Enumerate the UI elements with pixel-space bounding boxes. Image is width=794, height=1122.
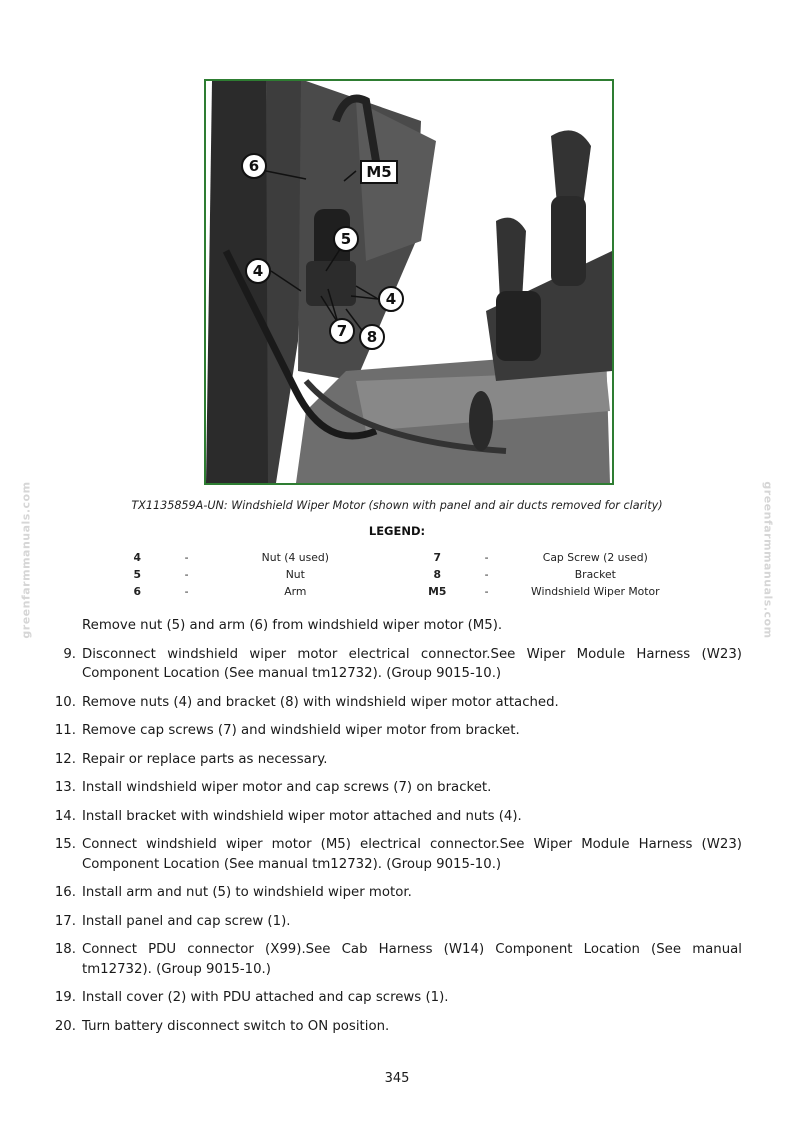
step-text: Connect windshield wiper motor (M5) electrical connector.See Wiper Module Harness (W23) Component Location (See manual tm12732). (Group 9015-10.)	[82, 837, 742, 872]
legend-dash: -	[484, 568, 489, 581]
legend-description: Arm	[284, 585, 307, 598]
step-text: Install panel and cap screw (1).	[82, 913, 291, 929]
svg-text:4: 4	[252, 262, 264, 280]
step-text: Connect PDU connector (X99).See Cab Harness (W14) Component Location (See manual tm12732). (Group 9015-10.)	[82, 942, 742, 977]
step-text: Install cover (2) with PDU attached and cap screws (1).	[82, 990, 449, 1005]
legend-dash: -	[484, 551, 489, 564]
step-item	[50, 693, 742, 713]
legend-dash: -	[184, 585, 189, 598]
legend-table	[96, 549, 696, 600]
legend-row	[96, 549, 696, 566]
svg-text:7: 7	[336, 322, 348, 340]
legend-number: 7	[433, 551, 441, 564]
watermark-left: greenfarmmanuals.com	[19, 481, 33, 639]
step-item	[50, 988, 742, 1008]
step-item	[50, 1017, 742, 1037]
step-item	[50, 750, 742, 770]
figure-caption: TX1135859A-UN: Windshield Wiper Motor (shown with panel and air ducts removed for clarity)	[131, 499, 663, 512]
step-text: Turn battery disconnect switch to ON position.	[82, 1018, 390, 1034]
step-number: 14.	[54, 808, 76, 824]
step-item	[50, 616, 742, 636]
step-text: Remove nuts (4) and bracket (8) with windshield wiper motor attached.	[82, 694, 559, 710]
step-item	[50, 778, 742, 798]
step-number: 10.	[54, 694, 76, 710]
svg-text:5: 5	[340, 230, 352, 248]
callout-8	[360, 325, 384, 349]
legend-number: 4	[133, 551, 142, 564]
step-text: Disconnect windshield wiper motor electrical connector.See Wiper Module Harness (W23) Component Location (See manual tm12732). (Group 9015-10.)	[82, 646, 742, 681]
legend-number: M5	[428, 585, 447, 598]
step-text: Remove cap screws (7) and windshield wiper motor from bracket.	[82, 723, 520, 738]
legend-dash: -	[184, 551, 189, 564]
step-text: Repair or replace parts as necessary.	[82, 751, 328, 767]
legend-number: 6	[133, 585, 142, 598]
step-text: Remove nut (5) and arm (6) from windshield wiper motor (M5).	[82, 618, 503, 633]
legend-description: Nut	[285, 568, 305, 581]
watermark-right: greenfarmmanuals.com	[761, 481, 775, 639]
step-text: Install bracket with windshield wiper motor attached and nuts (4).	[82, 808, 522, 824]
callout-4-right	[379, 287, 403, 311]
callout-7	[330, 319, 354, 343]
step-text: Install windshield wiper motor and cap screws (7) on bracket.	[82, 780, 492, 795]
svg-text:6: 6	[248, 157, 260, 175]
legend-number: 5	[133, 568, 142, 581]
figure-windshield-wiper-motor	[204, 79, 614, 485]
legend-row	[96, 566, 696, 583]
legend-row	[96, 583, 696, 600]
svg-text:8: 8	[366, 328, 378, 346]
step-item	[50, 721, 742, 741]
procedure-steps	[50, 616, 742, 1045]
legend-description: Windshield Wiper Motor	[531, 585, 660, 598]
callout-6	[242, 154, 266, 178]
step-number: 16.	[54, 885, 76, 900]
step-number: 17.	[54, 913, 76, 929]
legend-dash: -	[484, 585, 489, 598]
step-item	[50, 645, 742, 684]
callout-m5	[361, 161, 397, 183]
wiper-motor-illustration	[206, 81, 612, 483]
legend-title: LEGEND:	[368, 524, 426, 538]
legend-description: Nut (4 used)	[261, 551, 329, 564]
step-text: Install arm and nut (5) to windshield wiper motor.	[82, 885, 412, 900]
step-item	[50, 807, 742, 827]
step-item	[50, 883, 742, 903]
step-item	[50, 940, 742, 979]
step-number: 20.	[54, 1018, 76, 1034]
legend-description: Cap Screw (2 used)	[542, 551, 648, 564]
callout-4-left	[246, 259, 270, 283]
legend-description: Bracket	[574, 568, 616, 581]
step-item	[50, 912, 742, 932]
svg-text:M5: M5	[366, 163, 392, 181]
step-item	[50, 835, 742, 874]
page-number: 345	[384, 1071, 410, 1086]
step-number: 18.	[54, 942, 76, 957]
legend-dash: -	[184, 568, 189, 581]
step-number: 19.	[54, 990, 76, 1005]
svg-text:4: 4	[385, 290, 397, 308]
step-number: 12.	[54, 751, 76, 767]
legend-number: 8	[433, 568, 441, 581]
step-number: 13.	[54, 780, 76, 795]
callout-5	[334, 227, 358, 251]
step-number: 15.	[54, 837, 76, 852]
step-number: 11.	[54, 723, 76, 738]
step-number: 9.	[63, 646, 76, 662]
